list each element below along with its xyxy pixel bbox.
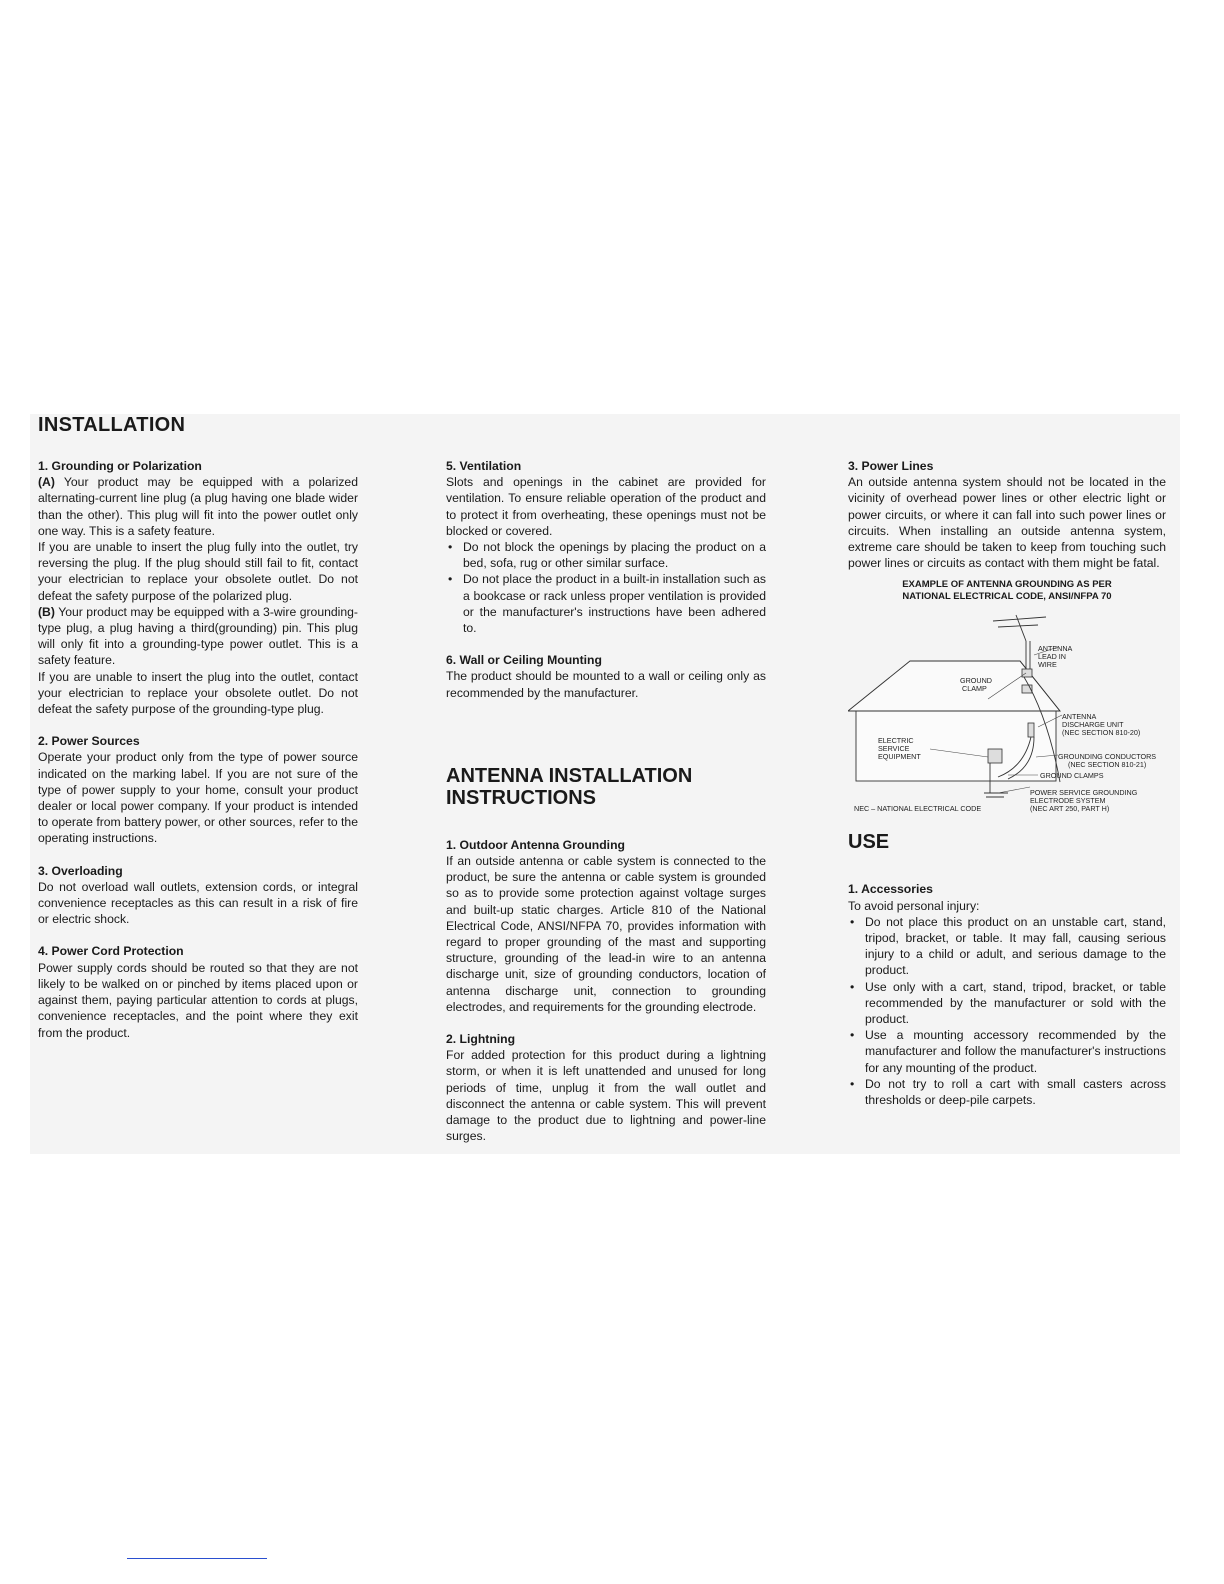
label-antenna-lead-in: ANTENNA — [1038, 644, 1073, 654]
label-discharge-unit-2: DISCHARGE UNIT — [1062, 720, 1124, 730]
section-power-cord — [38, 943, 358, 1040]
grounding-a-label: (A) — [38, 475, 55, 490]
label-antenna-lead-in-3: WIRE — [1038, 660, 1057, 670]
installation-title: INSTALLATION — [38, 414, 186, 436]
label-electric-service-3: EQUIPMENT — [878, 752, 921, 762]
label-ground-clamp: GROUND — [960, 676, 992, 686]
overloading-heading: 3. Overloading — [38, 863, 123, 878]
diagram-title — [848, 579, 1166, 603]
outdoor-grounding-text: If an outside antenna or cable system is connected to the product, be sure the antenna or cable system is grounded so as to provide some protection against voltage surges and built-up static charges. Article 810 of the National Electrical Code, ANSI/NFPA 70, provides information with regard to proper grounding of the mast and supporting structure, grounding of the lead-in wire to an antenna discharge unit, size of grounding conductors, location of antenna discharge unit, connection to grounding electrodes, and requirements for the grounding electrode. — [446, 854, 766, 1014]
list-item: • Use a mounting accessory recommended by the manufacturer and follow the manufacturer's instructions for any mounting of the product. — [848, 1027, 1166, 1076]
label-grounding-conductors-2: (NEC SECTION 810-21) — [1068, 760, 1147, 770]
label-electric-service: ELECTRIC — [878, 736, 914, 746]
grounding-b-paragraph — [38, 604, 358, 669]
label-discharge-unit-3: (NEC SECTION 810-20) — [1062, 728, 1141, 738]
section-power-lines — [848, 458, 1166, 571]
label-power-service-2: ELECTRODE SYSTEM — [1030, 796, 1106, 806]
lightning-text: For added protection for this product during a lightning storm, or when it is left unattended and unused for long periods of time, unplug it from the wall outlet and disconnect the antenna or cable system. This will prevent damage to the product due to lightning and power-line surges. — [446, 1048, 766, 1144]
grounding-a-paragraph — [38, 474, 358, 539]
label-antenna-lead-in-2: LEAD IN — [1038, 652, 1066, 662]
section-ventilation — [446, 458, 766, 636]
list-item: • Do not try to roll a cart with small casters across thresholds or deep-pile carpets. — [848, 1076, 1166, 1108]
list-item: • Do not place this product on an unstable cart, stand, tripod, bracket, or table. It may fall, causing serious injury to a child or adult, and serious damage to the product. — [848, 914, 1166, 979]
grounding-b-text2: If you are unable to insert the plug into the outlet, contact your electrician to replace your obsolete outlet. Do not defeat the safety purpose of the grounding-type plug. — [38, 669, 358, 717]
column-2 — [446, 458, 766, 1161]
overloading-text: Do not overload wall outlets, extension cords, or integral convenience receptacles as this can result in a risk of fire or electric shock. — [38, 879, 358, 927]
grounding-b-label: (B) — [38, 604, 55, 619]
label-discharge-unit: ANTENNA — [1062, 712, 1097, 722]
list-item: • Do not block the openings by placing the product on a bed, sofa, rug or other similar surface. — [446, 539, 766, 571]
power-sources-text: Operate your product only from the type of power source indicated on the marking label. If you are not sure of the type of power supply to your home, consult your product dealer or local power company. If your product is intended to operate from battery power, or other sources, refer to the operating instructions. — [38, 750, 358, 846]
grounding-a-text: Your product may be equipped with a polarized alternating-current line plug (a plug having one blade wider than the other). This plug will fit into the power outlet only one way. This is a safety feature. — [38, 475, 358, 538]
outdoor-grounding-heading: 1. Outdoor Antenna Grounding — [446, 837, 625, 852]
accessories-intro: To avoid personal injury: — [848, 898, 980, 913]
section-grounding — [38, 458, 358, 717]
section-lightning — [446, 1031, 766, 1144]
grounding-a-text2: If you are unable to insert the plug fully into the outlet, try reversing the plug. If the plug should still fail to fit, contact your electrician to replace your obsolete outlet. Do not defeat the safety purpose of the polarized plug. — [38, 540, 358, 603]
use-section-title: USE — [848, 831, 890, 854]
label-power-service-3: (NEC ART 250, PART H) — [1030, 804, 1110, 814]
label-grounding-conductors: GROUNDING CONDUCTORS — [1058, 752, 1157, 762]
lightning-heading: 2. Lightning — [446, 1032, 516, 1047]
wall-mounting-text: The product should be mounted to a wall or ceiling only as recommended by the manufacturer. — [446, 669, 766, 700]
power-sources-heading: 2. Power Sources — [38, 734, 140, 749]
power-cord-text: Power supply cords should be routed so that they are not likely to be walked on or pinched by items placed upon or against them, paying particular attention to cords at plugs, convenience receptacles, and the point where they exit from the product. — [38, 960, 358, 1040]
section-wall-mounting — [446, 652, 766, 701]
list-item: • Use only with a cart, stand, tripod, bracket, or table recommended by the manufacturer or sold with the product. — [848, 979, 1166, 1028]
footer-rule — [127, 1558, 267, 1559]
grounding-b-text: Your product may be equipped with a 3-wire grounding-type plug, a plug having a third(grounding) pin. This plug will only fit into a grounding-type power outlet. This is a safety feature. — [38, 604, 358, 668]
column-3 — [848, 458, 1166, 1124]
grounding-heading: 1. Grounding or Polarization — [38, 459, 202, 473]
label-nec: NEC – NATIONAL ELECTRICAL CODE — [854, 804, 982, 814]
power-lines-heading: 3. Power Lines — [848, 459, 934, 473]
section-outdoor-grounding — [446, 837, 766, 1015]
label-electric-service-2: SERVICE — [878, 744, 910, 754]
accessories-list — [848, 914, 1166, 1108]
antenna-title-line2: INSTRUCTIONS — [446, 786, 596, 809]
section-power-sources — [38, 733, 358, 846]
label-power-service: POWER SERVICE GROUNDING — [1030, 788, 1138, 798]
list-item: • Do not place the product in a built-in installation such as a bookcase or rack unless proper ventilation is provided or the manufacturer's instructions have been adhered to. — [446, 571, 766, 636]
section-overloading — [38, 863, 358, 928]
antenna-title-line1: ANTENNA INSTALLATION — [446, 764, 693, 787]
diagram-title-line2: NATIONAL ELECTRICAL CODE, ANSI/NFPA 70 — [902, 591, 1112, 603]
antenna-grounding-diagram — [848, 607, 1166, 815]
label-ground-clamp-2: CLAMP — [962, 684, 987, 694]
power-lines-text: An outside antenna system should not be located in the vicinity of overhead power lines or other electric light or power circuits, or where it can fall into such power lines or circuits. When installing an outside antenna system, extreme care should be taken to keep from touching such power lines or circuits as contact with them might be fatal. — [848, 475, 1166, 571]
accessories-heading: 1. Accessories — [848, 882, 933, 897]
ventilation-list — [446, 539, 766, 636]
label-ground-clamps: GROUND CLAMPS — [1040, 771, 1104, 781]
house-outline — [848, 661, 1060, 781]
wall-mounting-heading: 6. Wall or Ceiling Mounting — [446, 653, 602, 668]
section-accessories — [848, 881, 1166, 1108]
ventilation-heading: 5. Ventilation — [446, 459, 522, 473]
ventilation-text: Slots and openings in the cabinet are provided for ventilation. To ensure reliable operation of the product and to protect it from overheating, these openings must not be blocked or covered. — [446, 475, 766, 538]
antenna-section-title — [446, 765, 766, 809]
diagram-title-line1: EXAMPLE OF ANTENNA GROUNDING AS PER — [902, 579, 1112, 591]
power-cord-heading: 4. Power Cord Protection — [38, 944, 184, 959]
column-1 — [38, 458, 358, 1057]
